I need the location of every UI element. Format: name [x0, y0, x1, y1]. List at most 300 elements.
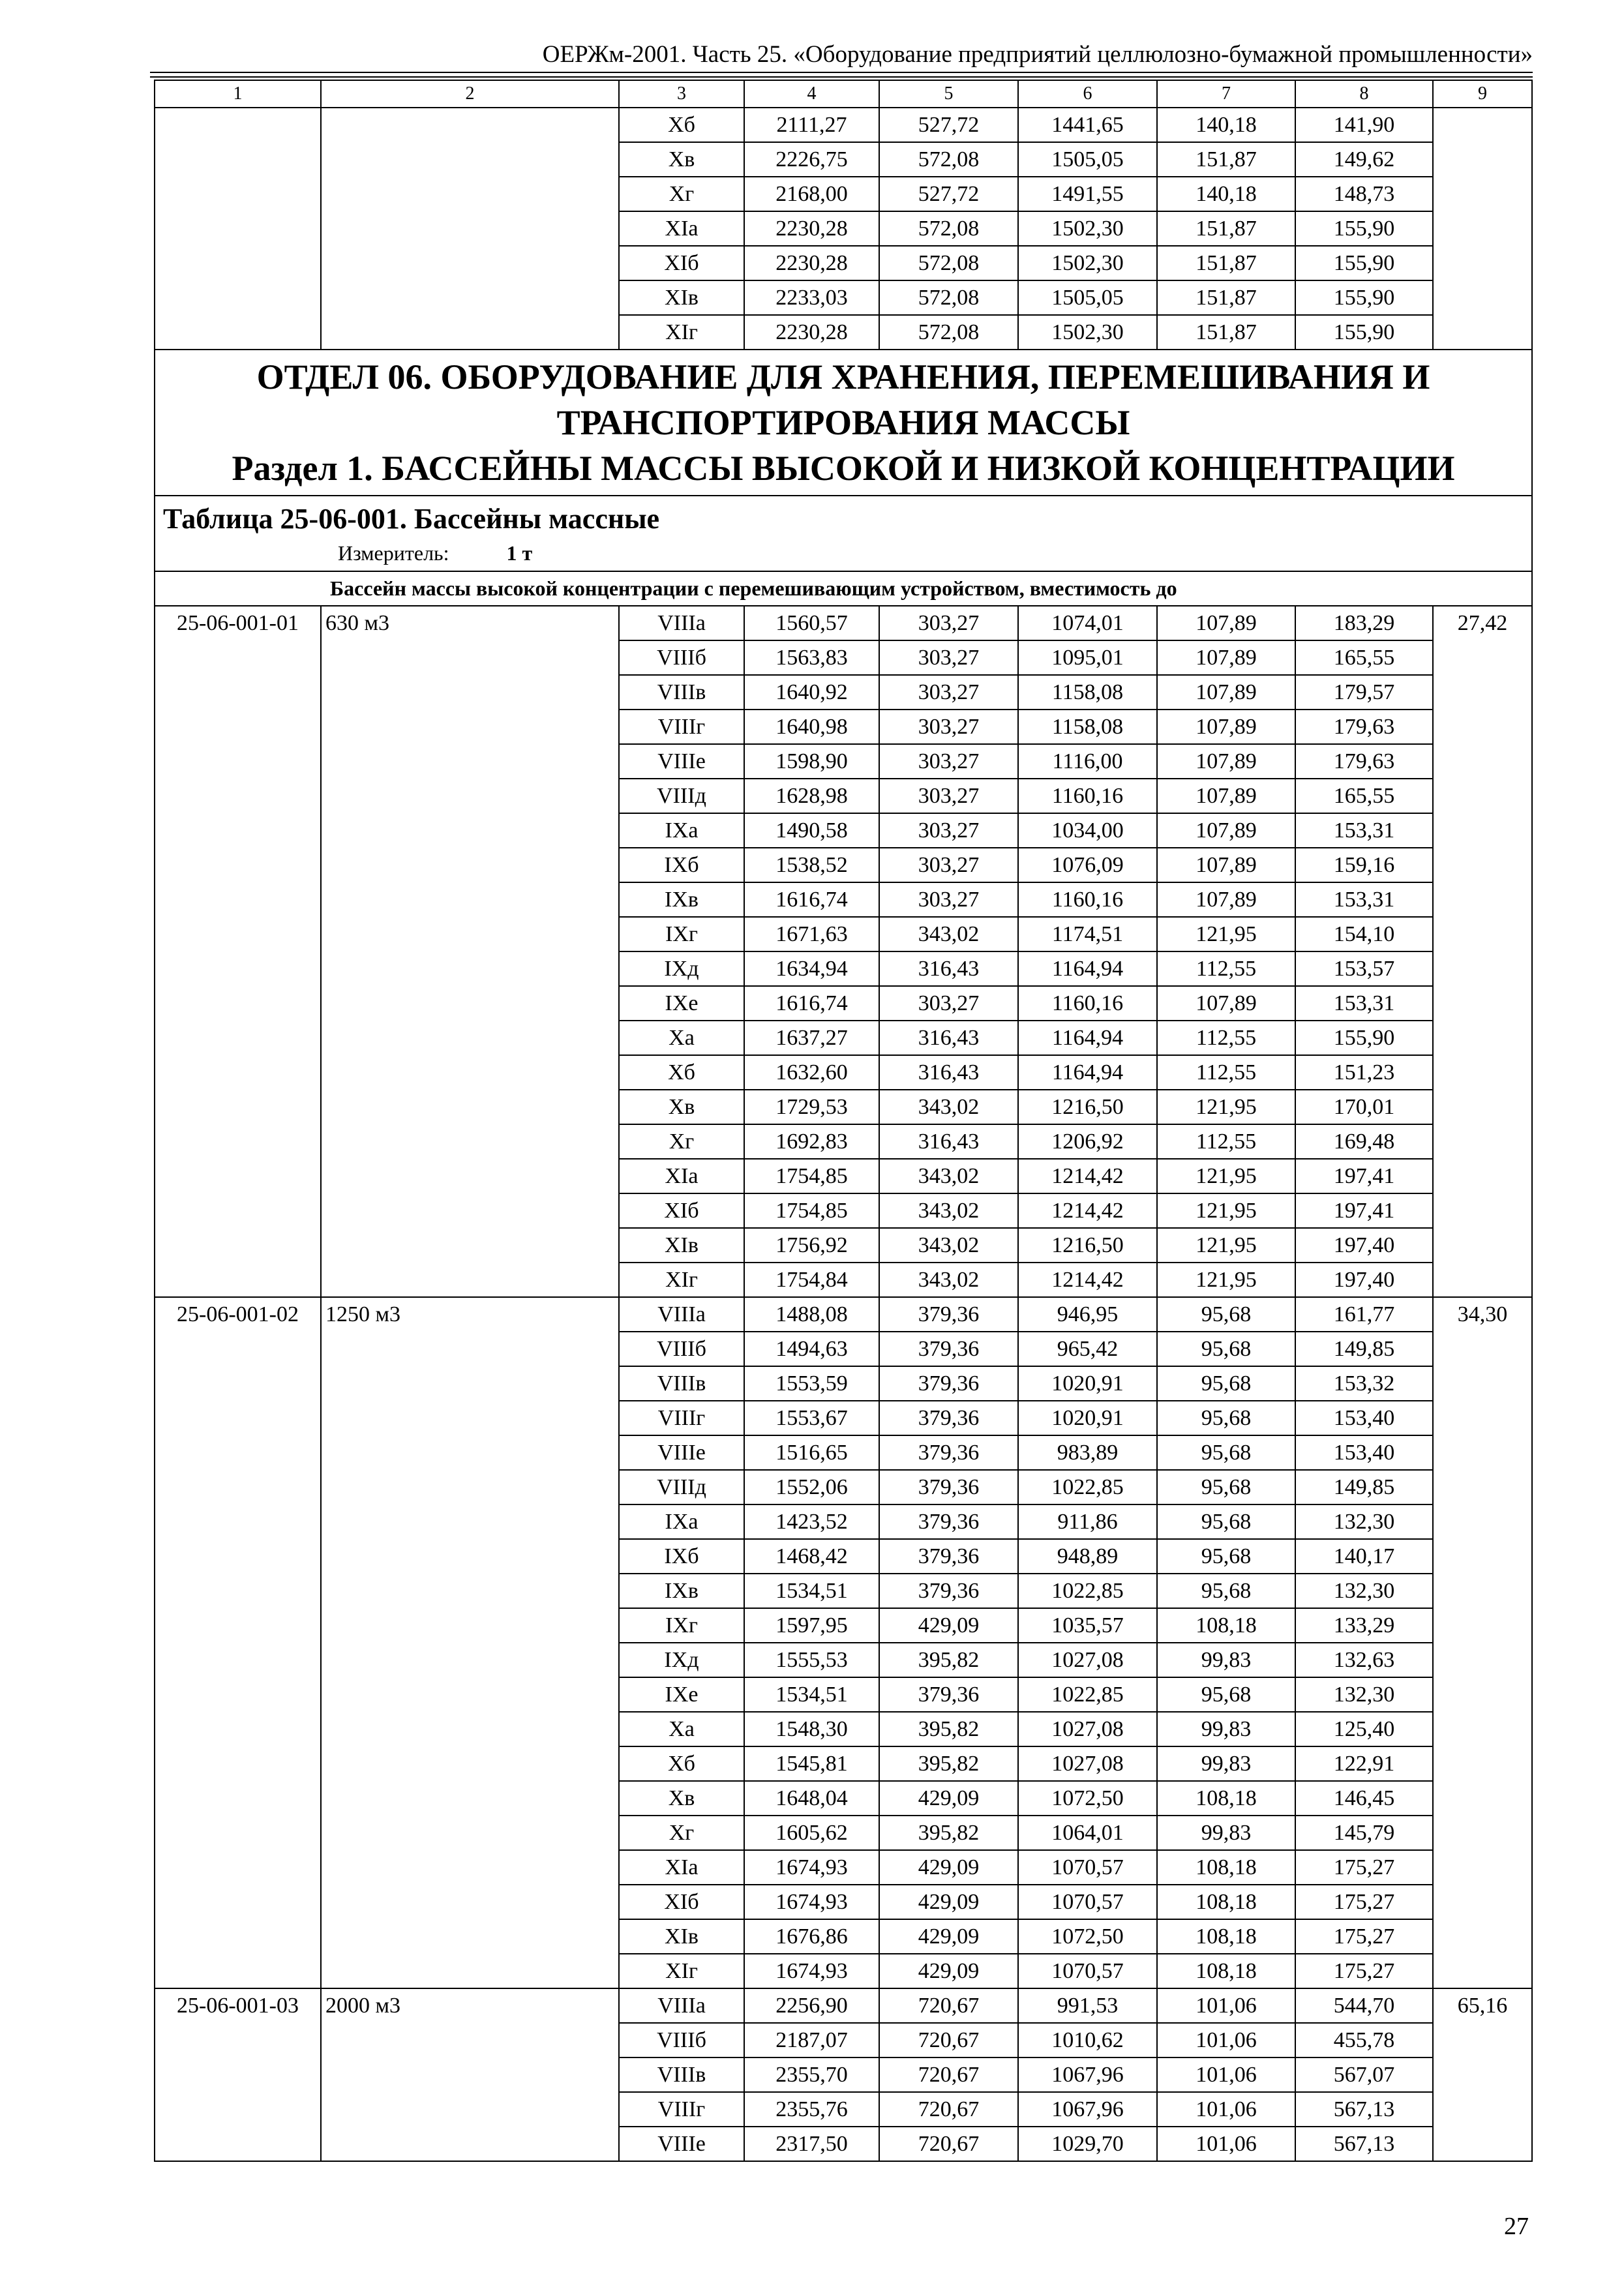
value-col5-cell: 343,02 [879, 1090, 1018, 1124]
value-col8-cell: 455,78 [1295, 2023, 1433, 2057]
grade-cell: VIIIг [619, 1401, 744, 1435]
rate-code-cell: 25-06-001-02 [155, 1297, 321, 1988]
value-col5-cell: 303,27 [879, 675, 1018, 710]
value-col4-cell: 2187,07 [744, 2023, 879, 2057]
table-row [155, 1297, 1532, 1332]
department-title-line2: ТРАНСПОРТИРОВАНИЯ МАССЫ [556, 403, 1130, 442]
grade-cell: IXг [619, 1608, 744, 1643]
value-col5-cell: 720,67 [879, 2127, 1018, 2161]
grade-cell: VIIIе [619, 2127, 744, 2161]
value-col5-cell: 303,27 [879, 813, 1018, 848]
grade-cell: XIв [619, 280, 744, 315]
column-number-cell: 5 [879, 80, 1018, 108]
value-col6-cell: 1160,16 [1018, 882, 1157, 917]
grade-cell: VIIIд [619, 779, 744, 813]
value-col4-cell: 1490,58 [744, 813, 879, 848]
value-col4-cell: 2230,28 [744, 315, 879, 350]
value-col4-cell: 1605,62 [744, 1816, 879, 1850]
value-col7-cell: 151,87 [1157, 280, 1295, 315]
capacity-cell: 630 м3 [321, 606, 619, 1297]
rate-code-cell: 25-06-001-03 [155, 1988, 321, 2161]
grade-cell: VIIIа [619, 606, 744, 640]
value-col6-cell: 1022,85 [1018, 1677, 1157, 1712]
value-col7-cell: 121,95 [1157, 1159, 1295, 1193]
value-col6-cell: 1214,42 [1018, 1193, 1157, 1228]
value-col7-cell: 99,83 [1157, 1643, 1295, 1677]
value-col4-cell: 1676,86 [744, 1919, 879, 1954]
value-col6-cell: 1074,01 [1018, 606, 1157, 640]
value-col7-cell: 107,89 [1157, 986, 1295, 1021]
value-col6-cell: 991,53 [1018, 1988, 1157, 2023]
grade-cell: VIIIв [619, 1366, 744, 1401]
value-col5-cell: 343,02 [879, 917, 1018, 951]
value-col4-cell: 1494,63 [744, 1332, 879, 1366]
value-col7-cell: 121,95 [1157, 917, 1295, 951]
value-col4-cell: 1423,52 [744, 1504, 879, 1539]
col9-cell: 34,30 [1433, 1297, 1532, 1988]
value-col7-cell: 151,87 [1157, 211, 1295, 246]
value-col6-cell: 1158,08 [1018, 675, 1157, 710]
value-col6-cell: 1505,05 [1018, 142, 1157, 177]
value-col6-cell: 1160,16 [1018, 779, 1157, 813]
value-col4-cell: 1538,52 [744, 848, 879, 882]
value-col4-cell: 2230,28 [744, 246, 879, 280]
value-col5-cell: 379,36 [879, 1504, 1018, 1539]
value-col5-cell: 303,27 [879, 710, 1018, 744]
table-title: Таблица 25-06-001. Бассейны массные [163, 503, 660, 535]
value-col6-cell: 1216,50 [1018, 1228, 1157, 1263]
column-number-cell: 7 [1157, 80, 1295, 108]
grade-cell: VIIIа [619, 1988, 744, 2023]
value-col7-cell: 101,06 [1157, 1988, 1295, 2023]
value-col5-cell: 316,43 [879, 1055, 1018, 1090]
value-col6-cell: 1072,50 [1018, 1781, 1157, 1816]
subheading-row [155, 571, 1532, 606]
value-col5-cell: 379,36 [879, 1470, 1018, 1504]
value-col8-cell: 132,30 [1295, 1574, 1433, 1608]
value-col5-cell: 343,02 [879, 1263, 1018, 1297]
value-col7-cell: 108,18 [1157, 1781, 1295, 1816]
value-col4-cell: 1563,83 [744, 640, 879, 675]
subheading: Бассейн массы высокой концентрации с перемешивающим устройством, вместимость до [155, 571, 1532, 606]
grade-cell: Xа [619, 1021, 744, 1055]
value-col7-cell: 99,83 [1157, 1712, 1295, 1746]
value-col5-cell: 379,36 [879, 1435, 1018, 1470]
value-col8-cell: 153,57 [1295, 951, 1433, 986]
value-col5-cell: 303,27 [879, 606, 1018, 640]
value-col4-cell: 2111,27 [744, 108, 879, 142]
grade-cell: XIа [619, 211, 744, 246]
value-col8-cell: 175,27 [1295, 1919, 1433, 1954]
grade-cell: XIв [619, 1228, 744, 1263]
value-col7-cell: 95,68 [1157, 1504, 1295, 1539]
value-col4-cell: 1637,27 [744, 1021, 879, 1055]
value-col4-cell: 1754,84 [744, 1263, 879, 1297]
value-col8-cell: 133,29 [1295, 1608, 1433, 1643]
value-col7-cell: 121,95 [1157, 1090, 1295, 1124]
value-col8-cell: 197,40 [1295, 1228, 1433, 1263]
value-col4-cell: 1648,04 [744, 1781, 879, 1816]
value-col7-cell: 112,55 [1157, 951, 1295, 986]
value-col8-cell: 175,27 [1295, 1954, 1433, 1988]
value-col7-cell: 99,83 [1157, 1816, 1295, 1850]
value-col5-cell: 343,02 [879, 1228, 1018, 1263]
value-col6-cell: 1174,51 [1018, 917, 1157, 951]
value-col8-cell: 197,41 [1295, 1159, 1433, 1193]
capacity-cell: 1250 м3 [321, 1297, 619, 1988]
value-col6-cell: 1070,57 [1018, 1850, 1157, 1885]
value-col4-cell: 2355,70 [744, 2057, 879, 2092]
value-col8-cell: 567,13 [1295, 2127, 1433, 2161]
value-col6-cell: 1027,08 [1018, 1643, 1157, 1677]
value-col7-cell: 95,68 [1157, 1435, 1295, 1470]
department-title-line1: ОТДЕЛ 06. ОБОРУДОВАНИЕ ДЛЯ ХРАНЕНИЯ, ПЕРЕМЕШИВАНИЯ И [256, 357, 1430, 396]
value-col7-cell: 107,89 [1157, 848, 1295, 882]
value-col4-cell: 1598,90 [744, 744, 879, 779]
grade-cell: Xб [619, 1746, 744, 1781]
value-col8-cell: 140,17 [1295, 1539, 1433, 1574]
value-col5-cell: 720,67 [879, 1988, 1018, 2023]
value-col4-cell: 1468,42 [744, 1539, 879, 1574]
value-col5-cell: 379,36 [879, 1366, 1018, 1401]
value-col7-cell: 151,87 [1157, 315, 1295, 350]
value-col5-cell: 429,09 [879, 1850, 1018, 1885]
value-col5-cell: 303,27 [879, 779, 1018, 813]
value-col6-cell: 1027,08 [1018, 1712, 1157, 1746]
grade-cell: XIб [619, 1193, 744, 1228]
value-col6-cell: 1491,55 [1018, 177, 1157, 211]
value-col5-cell: 572,08 [879, 211, 1018, 246]
value-col4-cell: 1516,65 [744, 1435, 879, 1470]
value-col6-cell: 1502,30 [1018, 211, 1157, 246]
value-col5-cell: 379,36 [879, 1297, 1018, 1332]
value-col4-cell: 1632,60 [744, 1055, 879, 1090]
grade-cell: VIIIб [619, 640, 744, 675]
value-col5-cell: 429,09 [879, 1781, 1018, 1816]
value-col4-cell: 2256,90 [744, 1988, 879, 2023]
value-col7-cell: 101,06 [1157, 2057, 1295, 2092]
meter-line [163, 539, 1524, 567]
table-row [155, 1988, 1532, 2023]
value-col5-cell: 379,36 [879, 1539, 1018, 1574]
value-col7-cell: 95,68 [1157, 1332, 1295, 1366]
value-col7-cell: 95,68 [1157, 1677, 1295, 1712]
value-col4-cell: 1674,93 [744, 1885, 879, 1919]
value-col6-cell: 1214,42 [1018, 1159, 1157, 1193]
value-col6-cell: 1164,94 [1018, 951, 1157, 986]
value-col7-cell: 95,68 [1157, 1297, 1295, 1332]
value-col7-cell: 107,89 [1157, 882, 1295, 917]
value-col8-cell: 175,27 [1295, 1885, 1433, 1919]
meter-value: 1 т [506, 541, 533, 565]
section-title: Раздел 1. БАССЕЙНЫ МАССЫ ВЫСОКОЙ И НИЗКОЙ КОНЦЕНТРАЦИИ [232, 449, 1455, 488]
value-col4-cell: 2226,75 [744, 142, 879, 177]
grade-cell: IXе [619, 986, 744, 1021]
value-col4-cell: 1616,74 [744, 882, 879, 917]
value-col7-cell: 107,89 [1157, 675, 1295, 710]
value-col5-cell: 395,82 [879, 1643, 1018, 1677]
value-col7-cell: 107,89 [1157, 640, 1295, 675]
value-col7-cell: 140,18 [1157, 177, 1295, 211]
column-number-cell: 1 [155, 80, 321, 108]
value-col4-cell: 1674,93 [744, 1850, 879, 1885]
value-col6-cell: 911,86 [1018, 1504, 1157, 1539]
value-col4-cell: 1671,63 [744, 917, 879, 951]
grade-cell: VIIIг [619, 710, 744, 744]
grade-cell: Xв [619, 1090, 744, 1124]
value-col5-cell: 429,09 [879, 1608, 1018, 1643]
value-col8-cell: 122,91 [1295, 1746, 1433, 1781]
grade-cell: IXг [619, 917, 744, 951]
value-col6-cell: 1502,30 [1018, 315, 1157, 350]
column-number-cell: 6 [1018, 80, 1157, 108]
grade-cell: IXд [619, 1643, 744, 1677]
value-col4-cell: 2233,03 [744, 280, 879, 315]
grade-cell: Xв [619, 1781, 744, 1816]
grade-cell: XIа [619, 1159, 744, 1193]
value-col4-cell: 1616,74 [744, 986, 879, 1021]
department-heading [155, 350, 1532, 496]
value-col8-cell: 165,55 [1295, 779, 1433, 813]
value-col5-cell: 527,72 [879, 177, 1018, 211]
value-col4-cell: 1640,92 [744, 675, 879, 710]
value-col7-cell: 108,18 [1157, 1850, 1295, 1885]
value-col8-cell: 153,40 [1295, 1401, 1433, 1435]
value-col8-cell: 197,40 [1295, 1263, 1433, 1297]
grade-cell: Xв [619, 142, 744, 177]
value-col4-cell: 1555,53 [744, 1643, 879, 1677]
value-col4-cell: 1552,06 [744, 1470, 879, 1504]
value-col4-cell: 1692,83 [744, 1124, 879, 1159]
value-col6-cell: 1116,00 [1018, 744, 1157, 779]
value-col5-cell: 316,43 [879, 1021, 1018, 1055]
value-col8-cell: 153,31 [1295, 986, 1433, 1021]
value-col8-cell: 567,07 [1295, 2057, 1433, 2092]
grade-cell: VIIIг [619, 2092, 744, 2127]
grade-cell: IXа [619, 1504, 744, 1539]
value-col8-cell: 153,31 [1295, 882, 1433, 917]
value-col5-cell: 316,43 [879, 1124, 1018, 1159]
column-number-cell: 3 [619, 80, 744, 108]
value-col4-cell: 1634,94 [744, 951, 879, 986]
value-col5-cell: 527,72 [879, 108, 1018, 142]
value-col8-cell: 179,63 [1295, 710, 1433, 744]
value-col6-cell: 1164,94 [1018, 1055, 1157, 1090]
value-col7-cell: 112,55 [1157, 1021, 1295, 1055]
value-col5-cell: 429,09 [879, 1954, 1018, 1988]
value-col6-cell: 983,89 [1018, 1435, 1157, 1470]
value-col4-cell: 1597,95 [744, 1608, 879, 1643]
value-col7-cell: 95,68 [1157, 1470, 1295, 1504]
value-col8-cell: 567,13 [1295, 2092, 1433, 2127]
value-col5-cell: 303,27 [879, 848, 1018, 882]
value-col4-cell: 1534,51 [744, 1574, 879, 1608]
value-col8-cell: 151,23 [1295, 1055, 1433, 1090]
grade-cell: XIб [619, 246, 744, 280]
value-col5-cell: 720,67 [879, 2023, 1018, 2057]
header-rule [150, 72, 1533, 73]
value-col5-cell: 395,82 [879, 1712, 1018, 1746]
value-col8-cell: 125,40 [1295, 1712, 1433, 1746]
value-col8-cell: 153,31 [1295, 813, 1433, 848]
value-col6-cell: 1064,01 [1018, 1816, 1157, 1850]
rates-table-body [155, 80, 1532, 2161]
value-col8-cell: 161,77 [1295, 1297, 1433, 1332]
value-col5-cell: 572,08 [879, 142, 1018, 177]
value-col7-cell: 107,89 [1157, 744, 1295, 779]
grade-cell: IXв [619, 882, 744, 917]
value-col6-cell: 1022,85 [1018, 1574, 1157, 1608]
value-col6-cell: 1010,62 [1018, 2023, 1157, 2057]
value-col6-cell: 1206,92 [1018, 1124, 1157, 1159]
value-col6-cell: 1076,09 [1018, 848, 1157, 882]
value-col4-cell: 1729,53 [744, 1090, 879, 1124]
value-col6-cell: 1067,96 [1018, 2057, 1157, 2092]
header-rule-secondary [150, 76, 1533, 78]
value-col5-cell: 379,36 [879, 1401, 1018, 1435]
page-number: 27 [1504, 2213, 1529, 2240]
value-col6-cell: 1034,00 [1018, 813, 1157, 848]
value-col6-cell: 1505,05 [1018, 280, 1157, 315]
value-col4-cell: 1756,92 [744, 1228, 879, 1263]
value-col5-cell: 316,43 [879, 951, 1018, 986]
grade-cell: XIа [619, 1850, 744, 1885]
value-col5-cell: 303,27 [879, 744, 1018, 779]
continuation-code-cell [155, 108, 321, 350]
value-col8-cell: 170,01 [1295, 1090, 1433, 1124]
value-col8-cell: 153,32 [1295, 1366, 1433, 1401]
value-col5-cell: 303,27 [879, 640, 1018, 675]
value-col7-cell: 107,89 [1157, 606, 1295, 640]
value-col5-cell: 379,36 [879, 1574, 1018, 1608]
value-col6-cell: 1216,50 [1018, 1090, 1157, 1124]
table-row [155, 108, 1532, 142]
value-col5-cell: 395,82 [879, 1816, 1018, 1850]
value-col8-cell: 148,73 [1295, 177, 1433, 211]
value-col7-cell: 108,18 [1157, 1954, 1295, 1988]
value-col7-cell: 101,06 [1157, 2092, 1295, 2127]
value-col4-cell: 1754,85 [744, 1159, 879, 1193]
grade-cell: VIIIд [619, 1470, 744, 1504]
value-col6-cell: 1160,16 [1018, 986, 1157, 1021]
grade-cell: XIв [619, 1919, 744, 1954]
grade-cell: XIг [619, 1954, 744, 1988]
value-col6-cell: 1020,91 [1018, 1401, 1157, 1435]
grade-cell: IXв [619, 1574, 744, 1608]
value-col7-cell: 151,87 [1157, 142, 1295, 177]
value-col8-cell: 169,48 [1295, 1124, 1433, 1159]
value-col5-cell: 572,08 [879, 246, 1018, 280]
value-col5-cell: 429,09 [879, 1885, 1018, 1919]
grade-cell: Xб [619, 1055, 744, 1090]
value-col8-cell: 153,40 [1295, 1435, 1433, 1470]
column-number-cell: 8 [1295, 80, 1433, 108]
grade-cell: VIIIб [619, 1332, 744, 1366]
value-col8-cell: 155,90 [1295, 1021, 1433, 1055]
value-col8-cell: 155,90 [1295, 315, 1433, 350]
grade-cell: Xа [619, 1712, 744, 1746]
value-col6-cell: 1072,50 [1018, 1919, 1157, 1954]
value-col6-cell: 1095,01 [1018, 640, 1157, 675]
value-col5-cell: 572,08 [879, 280, 1018, 315]
value-col5-cell: 379,36 [879, 1332, 1018, 1366]
grade-cell: IXд [619, 951, 744, 986]
table-title-row [155, 496, 1532, 571]
value-col8-cell: 179,57 [1295, 675, 1433, 710]
grade-cell: VIIIе [619, 744, 744, 779]
meter-label: Измеритель: [338, 541, 449, 565]
table-title-block [155, 496, 1532, 571]
value-col8-cell: 183,29 [1295, 606, 1433, 640]
value-col8-cell: 155,90 [1295, 280, 1433, 315]
value-col7-cell: 112,55 [1157, 1124, 1295, 1159]
continuation-name-cell [321, 108, 619, 350]
value-col4-cell: 1628,98 [744, 779, 879, 813]
value-col7-cell: 108,18 [1157, 1919, 1295, 1954]
value-col5-cell: 429,09 [879, 1919, 1018, 1954]
value-col4-cell: 1545,81 [744, 1746, 879, 1781]
grade-cell: Xг [619, 1124, 744, 1159]
value-col4-cell: 1560,57 [744, 606, 879, 640]
value-col7-cell: 121,95 [1157, 1228, 1295, 1263]
value-col6-cell: 1029,70 [1018, 2127, 1157, 2161]
value-col7-cell: 107,89 [1157, 710, 1295, 744]
grade-cell: IXб [619, 848, 744, 882]
value-col4-cell: 1548,30 [744, 1712, 879, 1746]
value-col8-cell: 159,16 [1295, 848, 1433, 882]
value-col6-cell: 1022,85 [1018, 1470, 1157, 1504]
value-col8-cell: 149,62 [1295, 142, 1433, 177]
value-col4-cell: 2168,00 [744, 177, 879, 211]
value-col7-cell: 107,89 [1157, 779, 1295, 813]
value-col8-cell: 132,63 [1295, 1643, 1433, 1677]
value-col7-cell: 121,95 [1157, 1193, 1295, 1228]
value-col8-cell: 149,85 [1295, 1470, 1433, 1504]
value-col8-cell: 132,30 [1295, 1504, 1433, 1539]
grade-cell: XIг [619, 1263, 744, 1297]
grade-cell: XIг [619, 315, 744, 350]
value-col5-cell: 303,27 [879, 986, 1018, 1021]
value-col6-cell: 948,89 [1018, 1539, 1157, 1574]
grade-cell: IXб [619, 1539, 744, 1574]
value-col4-cell: 1534,51 [744, 1677, 879, 1712]
value-col7-cell: 121,95 [1157, 1263, 1295, 1297]
value-col6-cell: 965,42 [1018, 1332, 1157, 1366]
value-col8-cell: 165,55 [1295, 640, 1433, 675]
value-col6-cell: 1164,94 [1018, 1021, 1157, 1055]
grade-cell: Xб [619, 108, 744, 142]
department-heading-row [155, 350, 1532, 496]
continuation-col9-cell [1433, 108, 1532, 350]
value-col4-cell: 1640,98 [744, 710, 879, 744]
value-col7-cell: 95,68 [1157, 1401, 1295, 1435]
grade-cell: VIIIв [619, 2057, 744, 2092]
column-number-row [155, 80, 1532, 108]
value-col6-cell: 1214,42 [1018, 1263, 1157, 1297]
col9-cell: 27,42 [1433, 606, 1532, 1297]
value-col8-cell: 132,30 [1295, 1677, 1433, 1712]
value-col5-cell: 720,67 [879, 2057, 1018, 2092]
value-col7-cell: 108,18 [1157, 1608, 1295, 1643]
grade-cell: IXе [619, 1677, 744, 1712]
value-col7-cell: 107,89 [1157, 813, 1295, 848]
grade-cell: VIIIе [619, 1435, 744, 1470]
value-col5-cell: 572,08 [879, 315, 1018, 350]
value-col4-cell: 2317,50 [744, 2127, 879, 2161]
value-col5-cell: 720,67 [879, 2092, 1018, 2127]
value-col7-cell: 95,68 [1157, 1574, 1295, 1608]
value-col5-cell: 395,82 [879, 1746, 1018, 1781]
